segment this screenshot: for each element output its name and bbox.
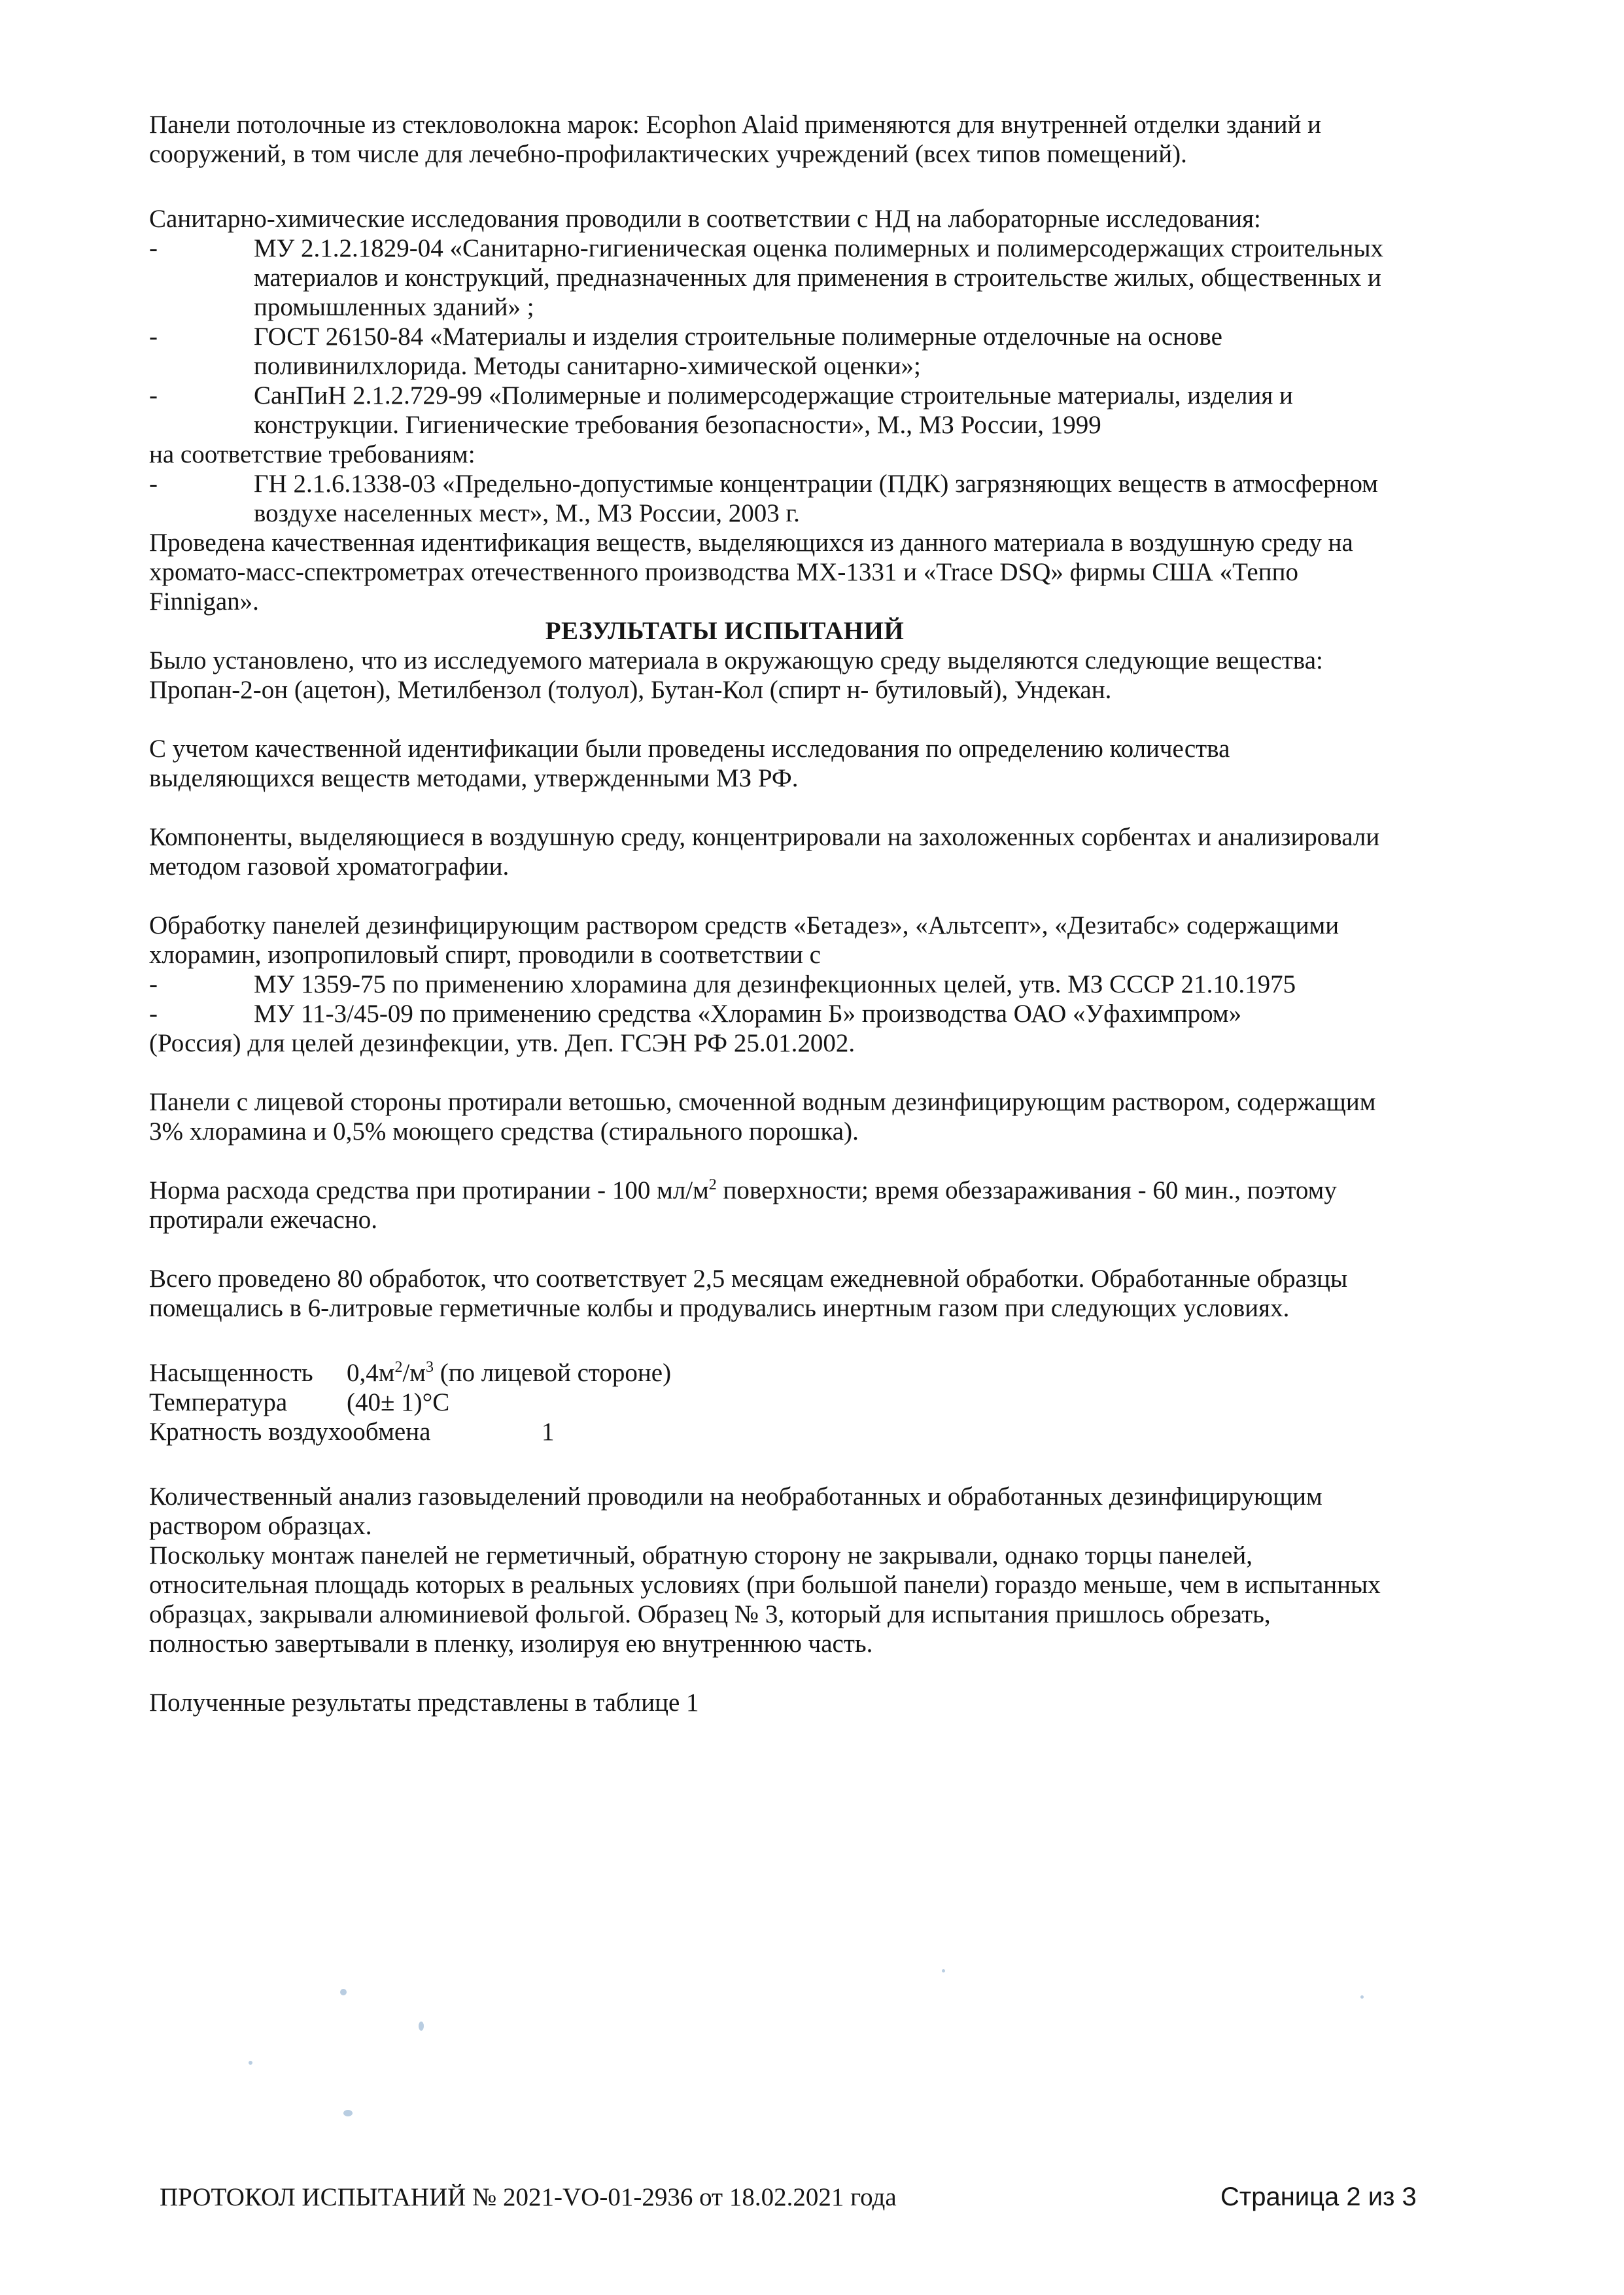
substances-paragraph: Было установлено, что из исследуемого материала в окружающую среду выделяются следующие вещества: Пропан-2-он (ацетон), Метилбензол (толуол), Бутан-Кол (спирт н- бутиловый), Ундекан. <box>149 646 1323 704</box>
consumption-text-start: Норма расхода средства при протирании - 100 мл/м <box>149 1176 709 1204</box>
condition-value: 1 <box>542 1418 555 1446</box>
disinfection-tail: (Россия) для целей дезинфекции, утв. Деп. ГСЭН РФ 25.01.2002. <box>149 1029 855 1057</box>
results-heading: РЕЗУЛЬТАТЫ ИСПЫТАНИЙ <box>545 617 905 645</box>
condition-air-exchange <box>149 1417 1392 1446</box>
scan-speck <box>340 1989 347 1995</box>
scan-speck <box>249 2061 252 2065</box>
condition-label: Кратность воздухообмена <box>149 1418 431 1446</box>
saturation-value-part: (по лицевой стороне) <box>433 1359 672 1387</box>
superscript: 2 <box>708 1176 717 1193</box>
condition-value <box>347 1358 671 1388</box>
chromatography-paragraph: Компоненты, выделяющиеся в воздушную среду, концентрировали на захоложенных сорбентах и анализировали методом газовой хроматографии. <box>149 823 1380 881</box>
list-dash: - <box>149 381 158 410</box>
saturation-value-part: 0,4м <box>347 1359 395 1387</box>
requirements-intro: на соответствие требованиям: <box>149 440 475 468</box>
superscript: 2 <box>394 1359 403 1376</box>
list-dash: - <box>149 1000 158 1028</box>
requirements-list-item <box>149 469 1392 528</box>
quantitative-paragraph: С учетом качественной идентификации были проведены исследования по определению количества выделяющихся веществ методами, утвержденными МЗ РФ. <box>149 735 1230 792</box>
scan-speck <box>1360 1995 1364 1999</box>
nd-item-text: СанПиН 2.1.2.729-99 «Полимерные и полимерсодержащие строительные материалы, изделия и конструкции. Гигиенические требования безопасности», М., МЗ России, 1999 <box>254 381 1293 439</box>
page-number: Страница 2 из 3 <box>1220 2182 1417 2211</box>
list-dash: - <box>149 970 158 998</box>
requirements-item-text: ГН 2.1.6.1338-03 «Предельно-допустимые концентрации (ПДК) загрязняющих веществ в атмосферном воздухе населенных мест», М., МЗ России, 2003 г. <box>254 470 1378 527</box>
treatment-count-paragraph: Всего проведено 80 обработок, что соответствует 2,5 месяцам ежедневной обработки. Обработанные образцы помещались в 6-литровые герметичные колбы и продувались инертным газом при следующих условиях. <box>149 1265 1348 1322</box>
condition-saturation <box>149 1358 1392 1388</box>
list-dash: - <box>149 323 158 351</box>
nd-list-item <box>149 234 1392 322</box>
condition-label: Температура <box>149 1388 288 1416</box>
disinfection-item-text: МУ 1359-75 по применению хлорамина для дезинфекционных целей, утв. МЗ СССР 21.10.1975 <box>254 970 1296 998</box>
superscript: 3 <box>425 1359 434 1376</box>
nd-item-text: МУ 2.1.2.1829-04 «Санитарно-гигиеническая оценка полимерных и полимерсодержащих строительных материалов и конструкций, предназначенных для применения в строительстве жилых, общественных и промышленных зданий» ; <box>254 234 1384 321</box>
nd-intro: Санитарно-химические исследования проводили в соответствии с НД на лабораторные исследования: <box>149 205 1261 233</box>
saturation-value-part: /м <box>402 1359 426 1387</box>
gas-analysis-paragraph: Количественный анализ газовыделений проводили на необработанных и обработанных дезинфицирующим раствором образцах. <box>149 1482 1322 1540</box>
scan-speck <box>419 2022 424 2031</box>
scan-speck <box>942 1969 945 1972</box>
wiping-paragraph: Панели с лицевой стороны протирали ветошью, смоченной водным дезинфицирующим раствором, содержащим 3% хлорамина и 0,5% моющего средства (стирального порошка). <box>149 1088 1376 1146</box>
nd-list-item <box>149 322 1392 381</box>
disinfection-list-item <box>149 999 1392 1028</box>
intro-paragraph: Панели потолочные из стекловолокна марок: Ecophon Alaid применяются для внутренней отделки зданий и сооружений, в том числе для лечебно-профилактических учреждений (всех типов помещений). <box>149 111 1322 168</box>
condition-label: Насыщенность <box>149 1359 313 1387</box>
nd-list-item <box>149 381 1392 440</box>
list-dash: - <box>149 470 158 498</box>
condition-temperature <box>149 1388 1392 1417</box>
disinfection-list-item <box>149 970 1392 999</box>
mounting-paragraph: Поскольку монтаж панелей не герметичный, обратную сторону не закрывали, однако торцы панелей, относительная площадь которых в реальных условиях (при большой панели) гораздо меньше, чем в испытанных образцах, закрывали алюминиевой фольгой. Образец № 3, который для испытания пришлось обрезать, полностью завертывали в пленку, изолируя ею внутреннюю часть. <box>149 1541 1381 1658</box>
condition-value: (40± 1)°С <box>347 1388 450 1416</box>
scan-speck <box>343 2110 353 2116</box>
consumption-paragraph <box>149 1176 1392 1235</box>
list-dash: - <box>149 234 158 262</box>
consumption-text-end: поверхности; время обеззараживания - 60 мин., поэтому протирали ежечасно. <box>149 1176 1337 1234</box>
nd-item-text: ГОСТ 26150-84 «Материалы и изделия строительные полимерные отделочные на основе поливинилхлорида. Методы санитарно-химической оценки»; <box>254 323 1222 380</box>
disinfection-item-text: МУ 11-3/45-09 по применению средства «Хлорамин Б» производства ОАО «Уфахимпром» <box>254 1000 1242 1028</box>
protocol-footer: ПРОТОКОЛ ИСПЫТАНИЙ № 2021-VO-01-2936 от 18.02.2021 года <box>160 2183 897 2211</box>
identification-paragraph: Проведена качественная идентификация веществ, выделяющихся из данного материала в воздушную среду на хромато-масс-спектрометрах отечественного производства МХ-1331 и «Trace DSQ» фирмы США «Теппо Finnigan». <box>149 529 1353 616</box>
disinfection-paragraph: Обработку панелей дезинфицирующим раствором средств «Бетадез», «Альтсепт», «Дезитабс» содержащими хлорамин, изопропиловый спирт, проводили в соответствии с <box>149 911 1339 969</box>
document-body <box>149 110 1392 1717</box>
results-reference: Полученные результаты представлены в таблице 1 <box>149 1689 699 1717</box>
